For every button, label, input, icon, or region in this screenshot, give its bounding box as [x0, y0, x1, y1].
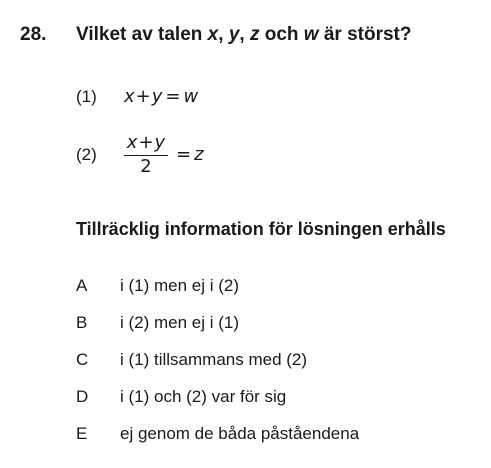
separator-1: ,: [218, 24, 229, 45]
stmt2-num-a: x: [126, 132, 138, 153]
statement-1-equation: [124, 86, 198, 107]
statement-2-rhs: [176, 144, 204, 165]
question-text-mid: och: [259, 24, 304, 45]
stmt2-num-b: y: [154, 132, 166, 153]
option-d-letter[interactable]: D: [76, 387, 89, 406]
var-z: z: [249, 24, 260, 45]
stmt1-plus: +: [135, 86, 151, 107]
option-e-letter[interactable]: E: [76, 424, 88, 443]
option-e-text[interactable]: ej genom de båda påståendena: [120, 424, 360, 443]
option-c-letter[interactable]: C: [76, 350, 89, 369]
option-a-text[interactable]: i (1) men ej i (2): [120, 276, 240, 295]
question-number: 28.: [20, 24, 47, 45]
separator-2: ,: [239, 24, 250, 45]
question-text-prefix: Vilket av talen: [76, 24, 208, 45]
statement-2-number: (2): [76, 145, 97, 164]
option-a-letter[interactable]: A: [76, 276, 88, 295]
var-y: y: [228, 24, 240, 45]
option-c-text[interactable]: i (1) tillsammans med (2): [120, 350, 308, 369]
stmt1-lhs-a: x: [124, 86, 135, 107]
option-d-text[interactable]: i (1) och (2) var för sig: [120, 387, 287, 406]
stmt1-rhs: w: [183, 86, 199, 107]
statement-2-fraction: [124, 132, 168, 178]
var-x: x: [207, 24, 219, 45]
question-text: [76, 24, 412, 46]
fraction-numerator: [124, 132, 168, 156]
var-w: w: [303, 24, 319, 45]
stmt2-equals: =: [176, 144, 192, 165]
option-b-text[interactable]: i (2) men ej i (1): [120, 313, 240, 332]
stmt2-rhs-var: z: [194, 144, 204, 165]
option-b-letter[interactable]: B: [76, 313, 88, 332]
statement-1-number: (1): [76, 87, 97, 106]
sufficiency-heading: Tillräcklig information för lösningen erhålls: [76, 219, 446, 239]
stmt2-plus: +: [138, 132, 154, 153]
question-text-suffix: är störst?: [318, 24, 412, 45]
stmt1-equals: =: [165, 86, 181, 107]
stmt1-lhs-b: y: [151, 86, 163, 107]
fraction-denominator: 2: [140, 156, 152, 177]
